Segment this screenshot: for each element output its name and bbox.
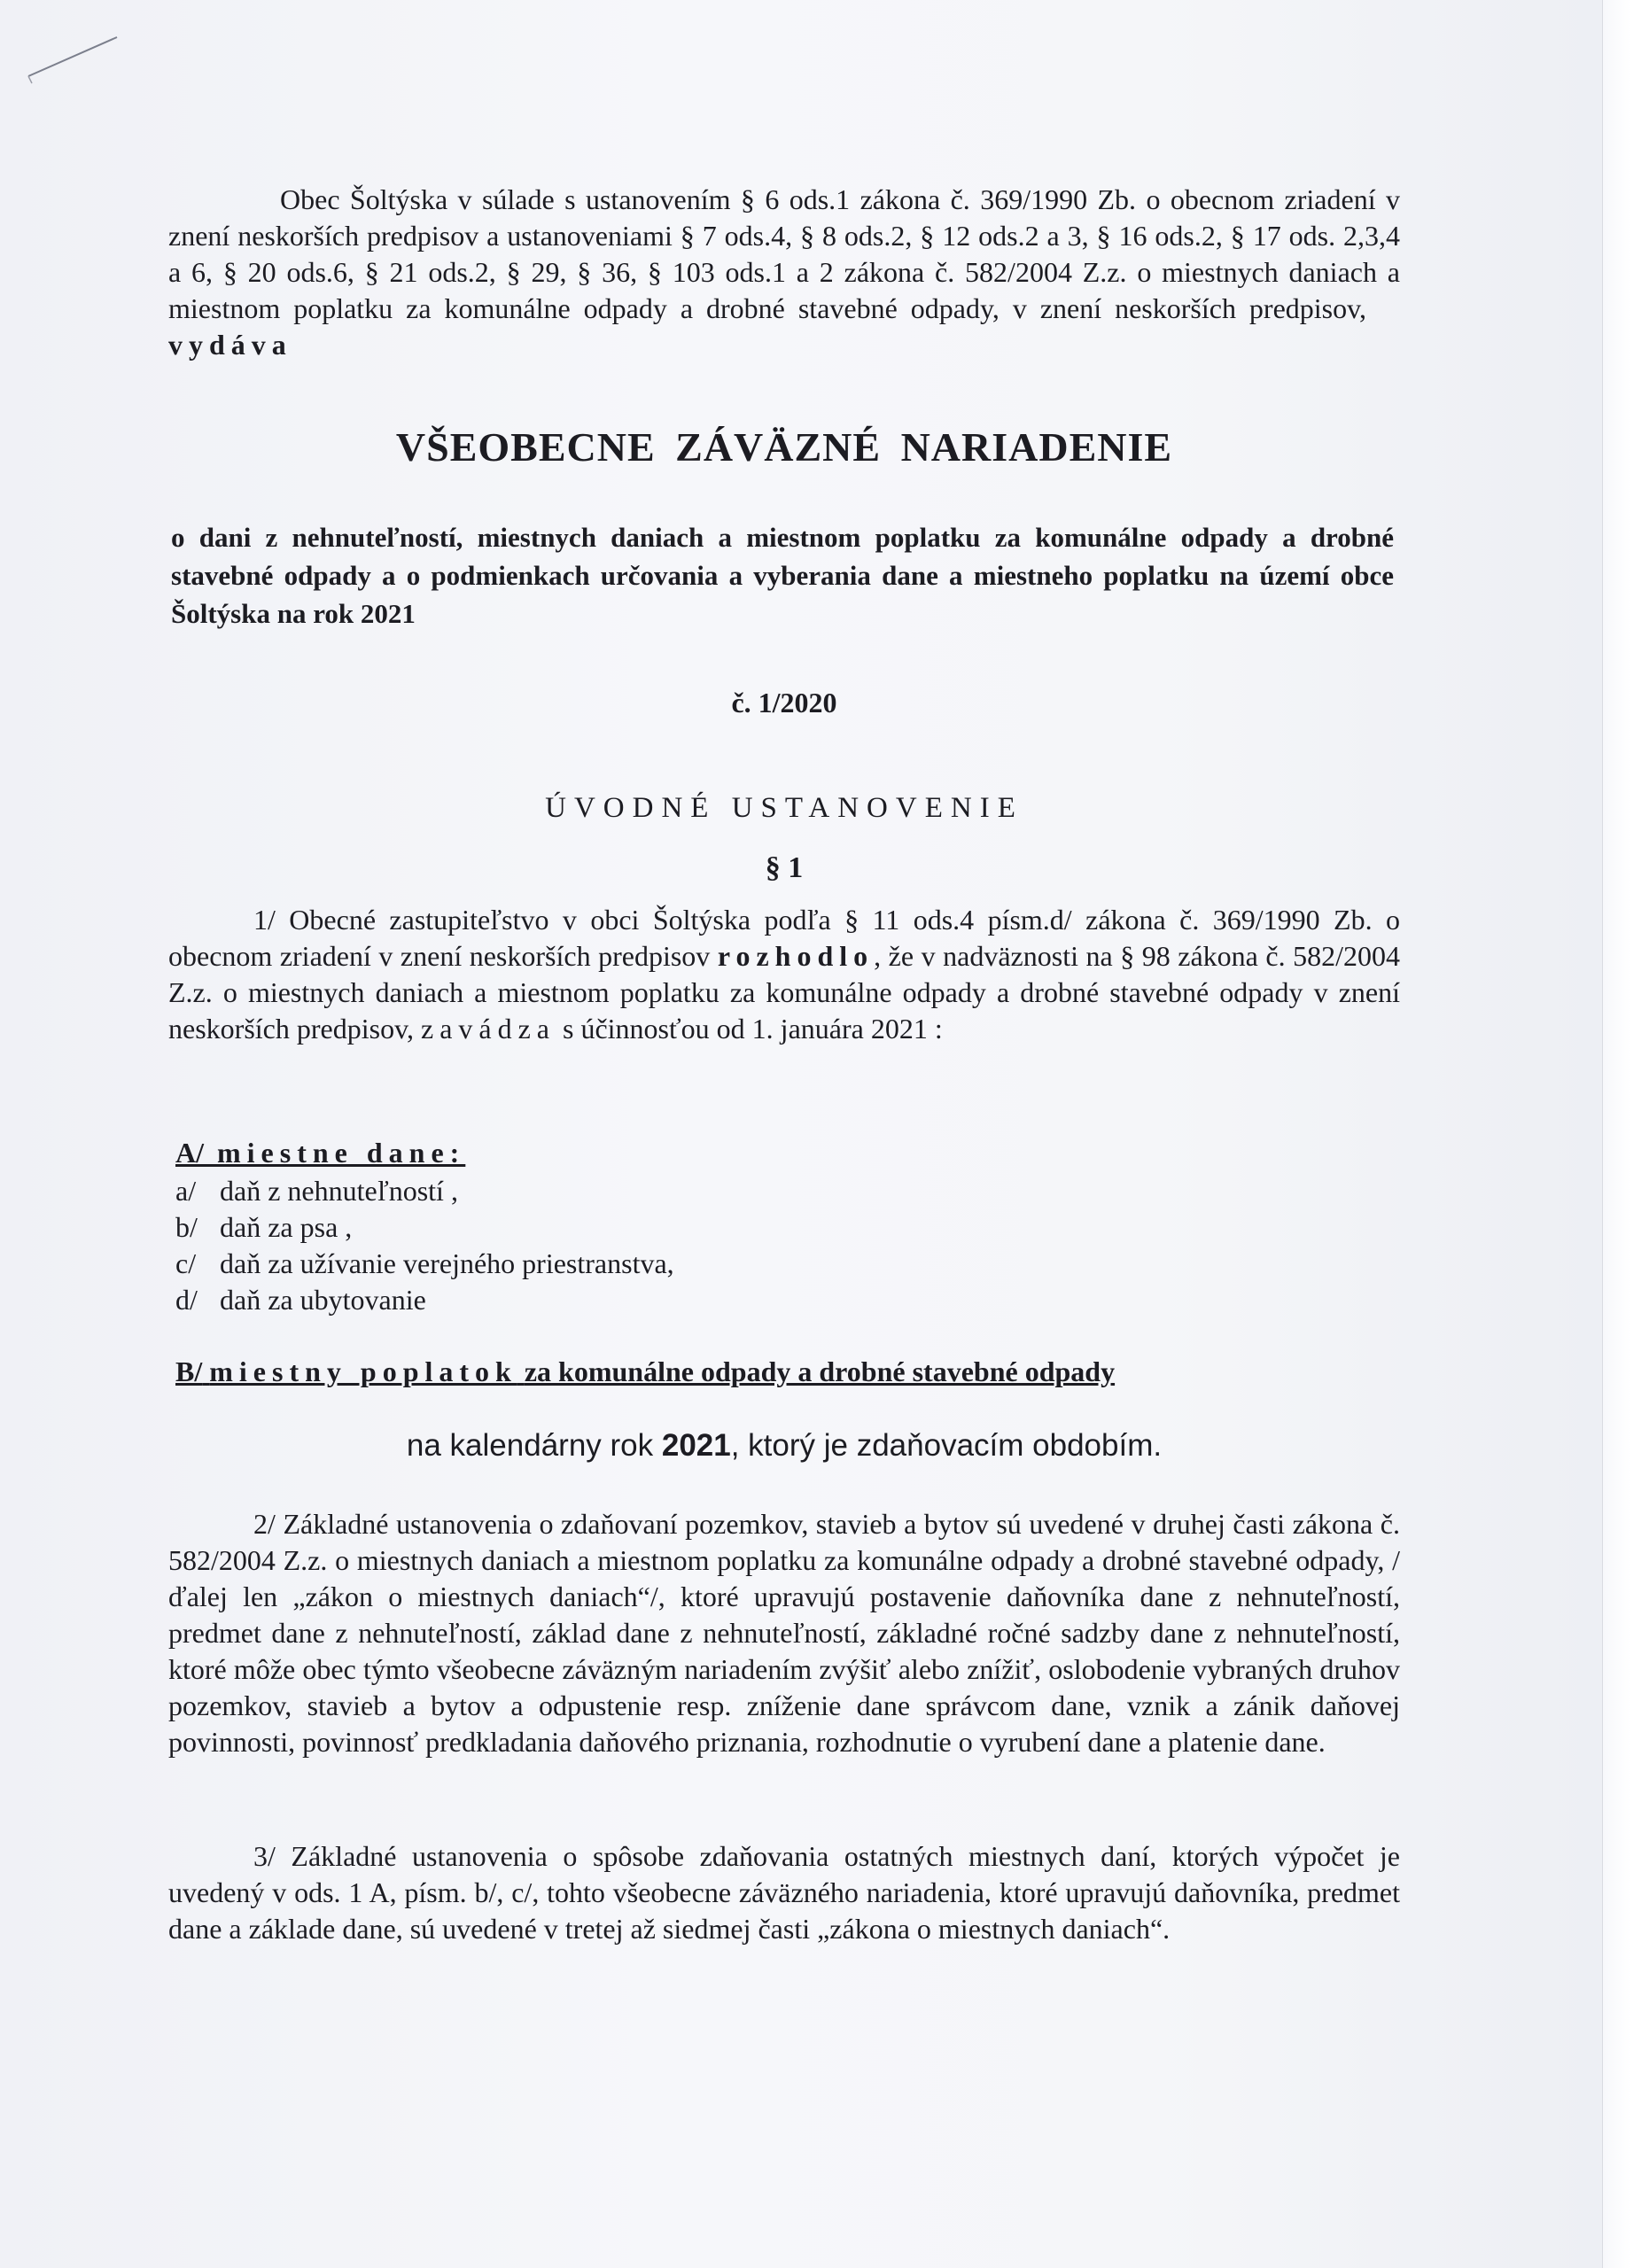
tax-period-year: 2021 (661, 1428, 731, 1463)
paragraph-1 (168, 902, 1400, 1047)
paragraph-3: 3/ Základné ustanovenia o spôsobe zdaňovania ostatných miestnych daní, ktorých výpočet je uvedený v ods. 1 A, písm. b/, c/, tohto všeobecne záväzného nariadenia, ktoré upravujú daňovníka, predmet dane a základe dane, sú uvedené v tretej až siedmej časti „zákona o miestnych daniach“. (168, 1840, 1400, 1945)
paper-edge (1602, 0, 1649, 2268)
local-fee-spaced: miestny poplatok (209, 1355, 517, 1387)
intro-verb: vydáva (168, 329, 292, 361)
list-item (175, 1209, 674, 1246)
p1-part2: , že v nadväznosti na § 98 zákona č. 582/2004 Z.z. o miestnych daniach a miestnom poplatku za komunálne odpady a drobné stavebné odpady v znení neskorších predpisov, (168, 940, 1401, 1045)
p1-verb-decides: rozhodlo (717, 940, 875, 972)
paragraph-2: 2/ Základné ustanovenia o zdaňovaní pozemkov, stavieb a bytov sú uvedené v druhej časti zákona č. 582/2004 Z.z. o miestnych daniach a miestnom poplatku za komunálne odpady a drobné stavebné odpady, /ďalej len „zákon o miestnych daniach“/, ktoré upravujú postavenie daňovníka dane z nehnuteľností, predmet dane z nehnuteľností, základ dane z nehnuteľností, základné ročné sadzby dane z nehnuteľností, ktoré môže obec týmto všeobecne záväzným nariadením zvýšiť alebo znížiť, oslobodenie vybraných druhov pozemkov, stavieb a bytov a odpustenie resp. zníženie dane správcom dane, vznik a zánik daňovej povinnosti, povinnosť predkladania daňového priznania, rozhodnutie o vyrubení dane a platenie dane. (168, 1508, 1400, 1758)
local-taxes-heading-text: miestne dane: (217, 1137, 466, 1169)
list-item-label: daň za ubytovanie (220, 1284, 426, 1316)
list-marker: c/ (175, 1247, 197, 1279)
p1-part1: 1/ Obecné zastupiteľstvo v obci Šoltýska podľa § 11 ods.4 písm.d/ zákona č. 369/1990 Zb. o obecnom zriadení v znení neskorších predpisov (168, 904, 1400, 972)
document-number: č. 1/2020 (731, 687, 837, 718)
document-subtitle: o dani z nehnuteľností, miestnych daniach a miestnom poplatku za komunálne odpady a drobné stavebné odpady a o podmienkach určovania a vyberania dane a miestneho poplatku na území obce Šoltýska na rok 2021 (171, 522, 1394, 629)
intro-paragraph (168, 182, 1400, 363)
list-item-label: daň z nehnuteľností , (220, 1175, 458, 1207)
document-title: VŠEOBECNE ZÁVÄZNÉ NARIADENIE (395, 424, 1173, 470)
intro-text: Obec Šoltýska v súlade s ustanovením § 6 ods.1 zákona č. 369/1990 Zb. o obecnom zriadení v znení neskorších predpisov a ustanoveniami § 7 ods.4, § 8 ods.2, § 12 ods.2 a 3, § 16 ods.2, § 17 ods. 2,3,4 a 6, § 20 ods.6, § 21 ods.2, § 29, § 36, § 103 ods.1 a 2 zákona č. 582/2004 Z.z. o miestnych daniach a miestnom poplatku za komunálne odpady a drobné stavebné odpady, v znení neskorších predpisov, (168, 183, 1400, 324)
local-fee-rest: za komunálne odpady a drobné stavebné odpady (524, 1355, 1116, 1387)
local-fee-prefix: B/ (175, 1355, 203, 1387)
list-item (175, 1173, 674, 1209)
list-item-label: daň za psa , (220, 1211, 353, 1243)
p1-part3: s účinnosťou od 1. januára 2021 : (563, 1013, 943, 1045)
section-heading: ÚVODNÉ USTANOVENIE (545, 792, 1023, 824)
list-item (175, 1246, 674, 1282)
list-marker: b/ (175, 1211, 198, 1243)
local-taxes-list (175, 1173, 674, 1318)
paragraph-sign: § 1 (765, 851, 804, 884)
tax-period-before: na kalendárny rok (406, 1428, 662, 1463)
list-item-label: daň za užívanie verejného priestranstva, (220, 1247, 674, 1279)
p1-verb-introduces: zavádza (420, 1013, 556, 1045)
local-fee-heading (175, 1355, 1115, 1388)
local-taxes-heading-prefix: A/ (175, 1137, 204, 1169)
local-taxes-heading (175, 1137, 465, 1169)
list-marker: a/ (175, 1175, 197, 1207)
list-marker: d/ (175, 1284, 198, 1316)
staple-mark (25, 34, 122, 87)
list-item (175, 1282, 674, 1318)
tax-period-after: , ktorý je zdaňovacím obdobím. (730, 1428, 1163, 1463)
tax-period-line (168, 1428, 1400, 1464)
